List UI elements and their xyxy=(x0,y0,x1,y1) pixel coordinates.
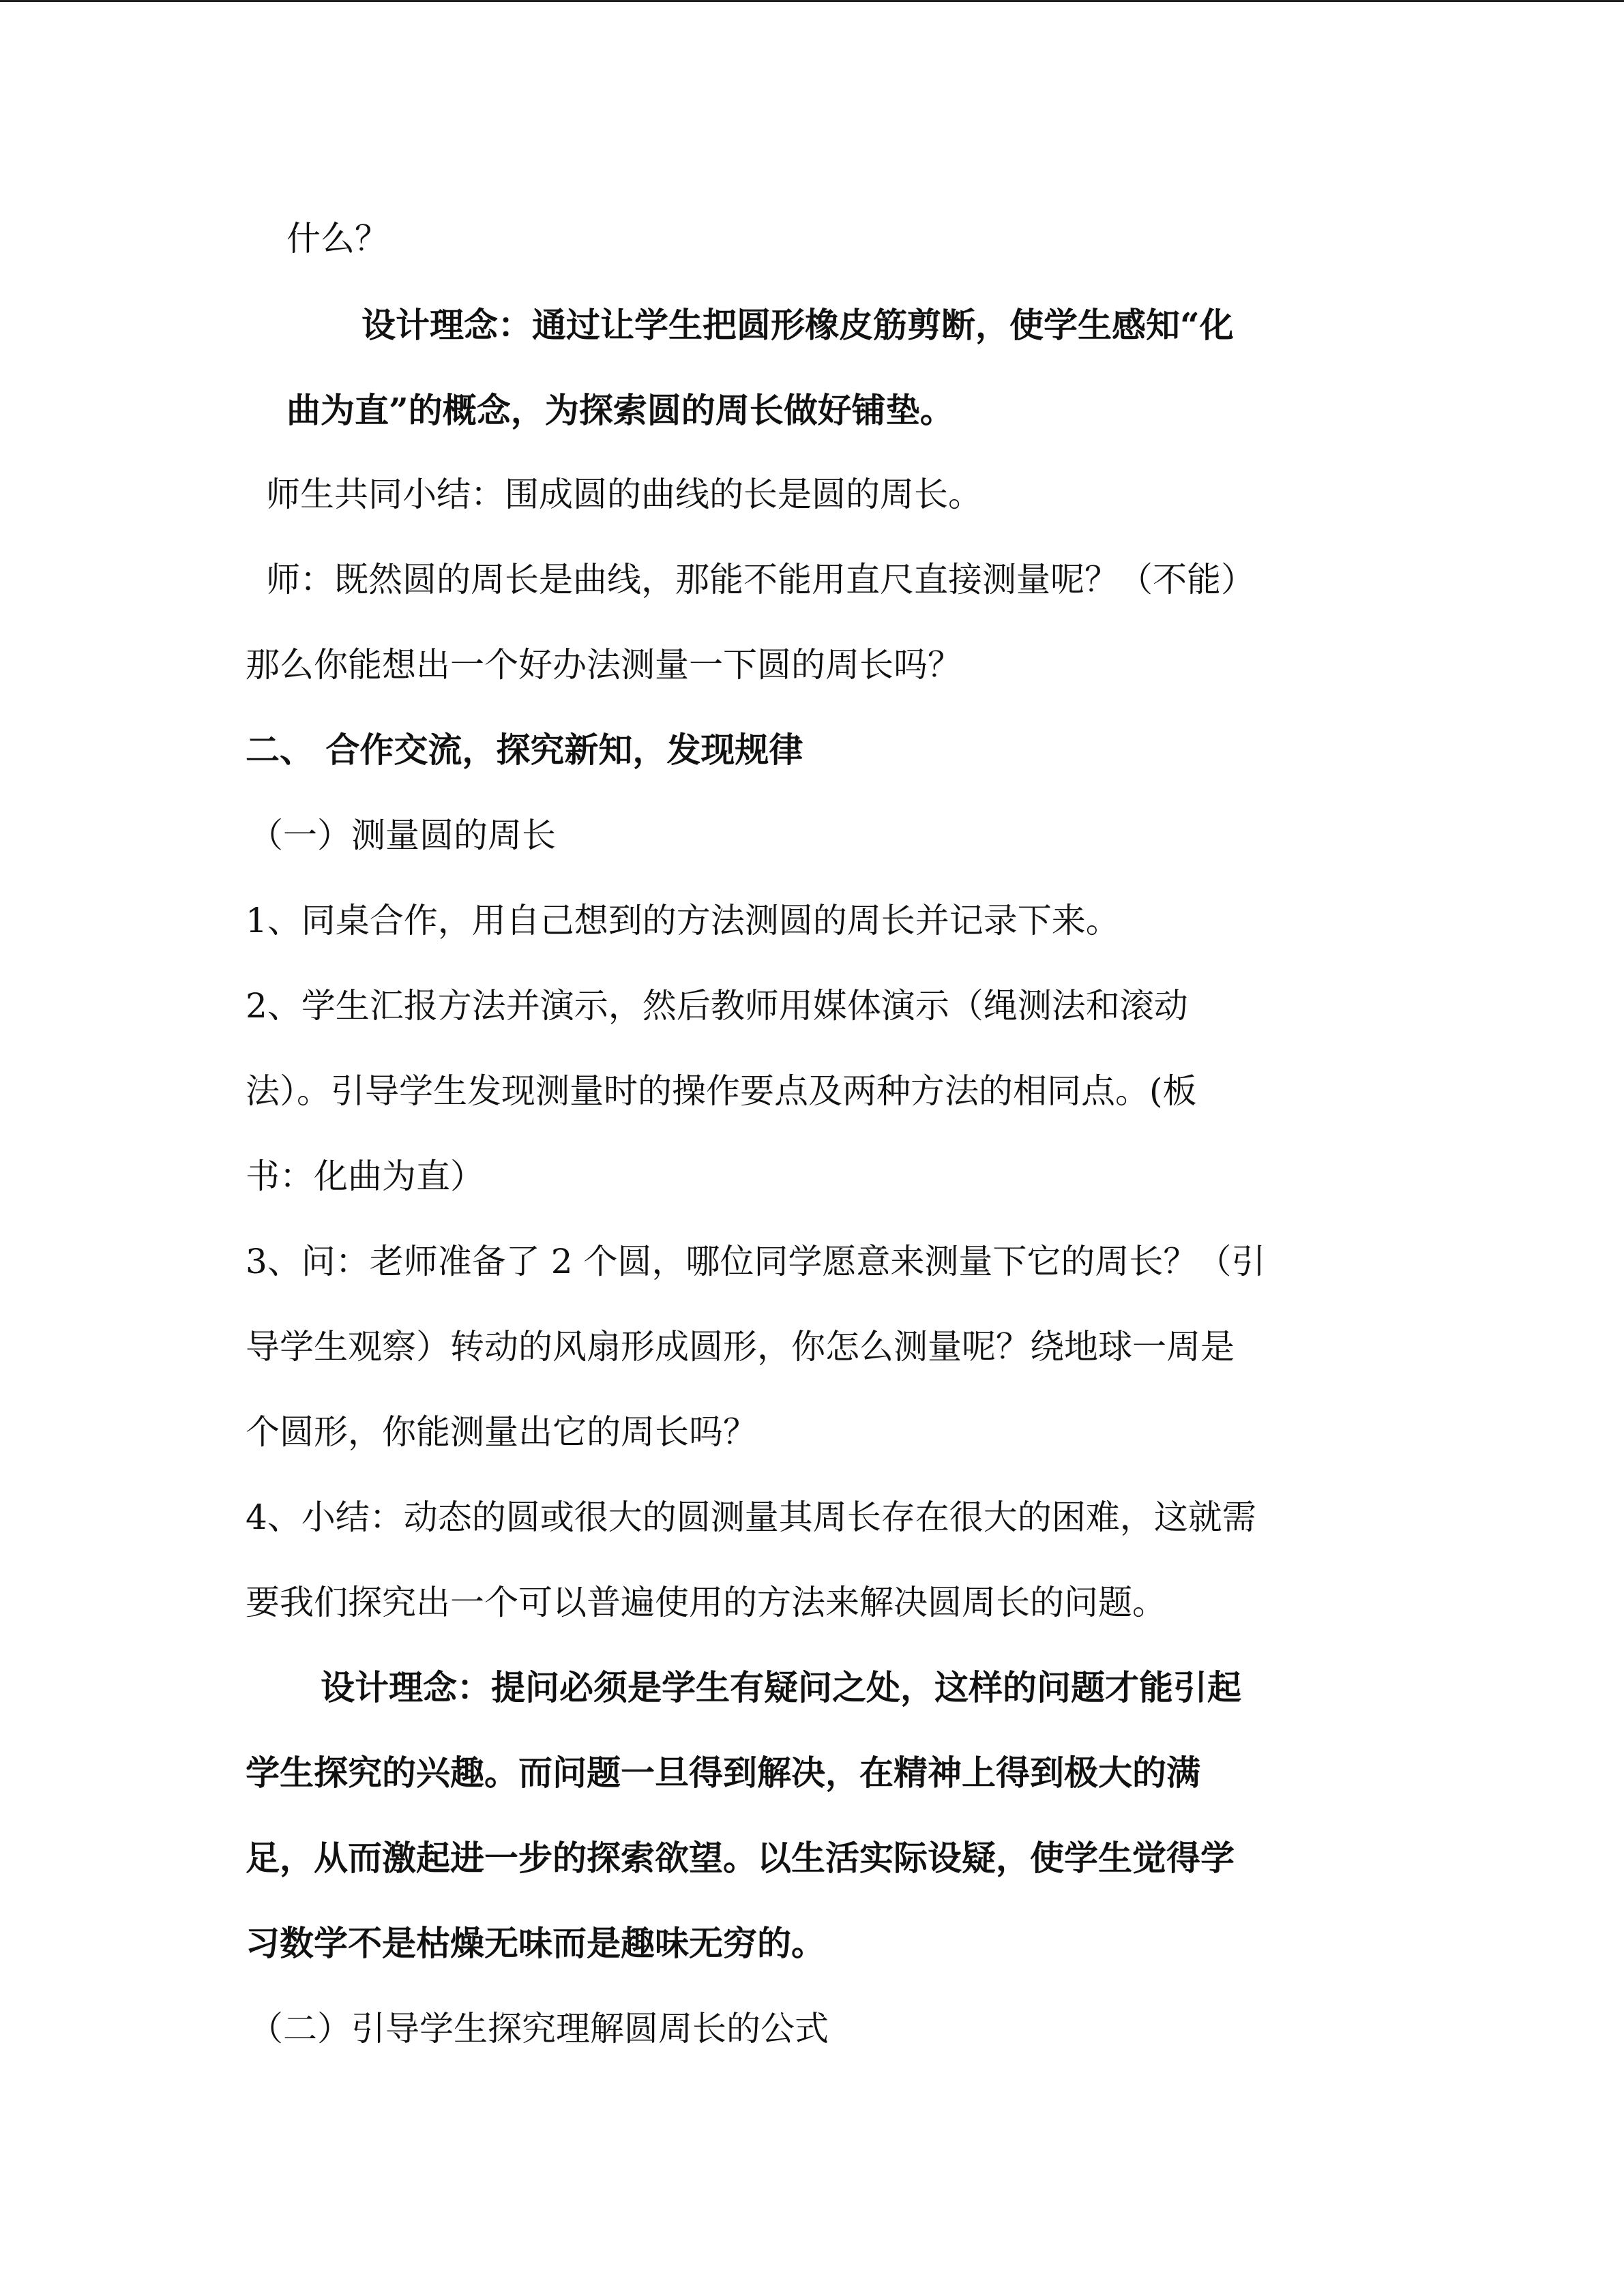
text-line: 师：既然圆的周长是曲线，那能不能用直尺直接测量呢？（不能） xyxy=(266,560,1255,599)
subsection-heading: （二）引导学生探究理解圆周长的公式 xyxy=(249,2009,829,2048)
subsection-heading: （一）测量圆的周长 xyxy=(249,816,556,855)
text-line: 要我们探究出一个可以普遍使用的方法来解决圆周长的问题。 xyxy=(246,1583,1166,1622)
design-note-line: 曲为直”的概念，为探索圆的周长做好铺垫。 xyxy=(286,390,954,430)
text-line: 法）。引导学生发现测量时的操作要点及两种方法的相同点。(板 xyxy=(246,1071,1197,1111)
design-note-line: 设计理念：提问必须是学生有疑问之处，这样的问题才能引起 xyxy=(321,1667,1241,1708)
design-note-line: 足，从而激起进一步的探索欲望。以生活实际设疑，使学生觉得学 xyxy=(246,1838,1235,1878)
text-line: 个圆形，你能测量出它的周长吗？ xyxy=(246,1412,757,1452)
text-line: 1、同桌合作，用自己想到的方法测圆的周长并记录下来。 xyxy=(246,901,1120,940)
text-line: 2、学生汇报方法并演示，然后教师用媒体演示（绳测法和滚动 xyxy=(246,986,1188,1026)
text-line: 书：化曲为直） xyxy=(246,1157,484,1196)
text-line: 什么？ xyxy=(286,219,389,258)
design-note-line: 习数学不是枯燥无味而是趣味无穷的。 xyxy=(246,1923,825,1963)
design-note-line: 学生探究的兴趣。而问题一旦得到解决，在精神上得到极大的满 xyxy=(246,1753,1200,1793)
page-top-border xyxy=(0,0,1624,2)
section-heading: 二、 合作交流，探究新知，发现规律 xyxy=(246,730,803,770)
text-line: 师生共同小结：围成圆的曲线的长是圆的周长。 xyxy=(266,475,982,514)
text-line: 导学生观察）转动的风扇形成圆形，你怎么测量呢？绕地球一周是 xyxy=(246,1327,1235,1367)
text-line: 4、小结：动态的圆或很大的圆测量其周长存在很大的困难，这就需 xyxy=(246,1497,1256,1537)
text-line: 3、问：老师准备了 2 个圆，哪位同学愿意来测量下它的周长？（引 xyxy=(246,1242,1266,1281)
text-line: 那么你能想出一个好办法测量一下圆的周长吗？ xyxy=(246,645,962,685)
design-note-line: 设计理念：通过让学生把圆形橡皮筋剪断，使学生感知“化 xyxy=(361,305,1234,345)
